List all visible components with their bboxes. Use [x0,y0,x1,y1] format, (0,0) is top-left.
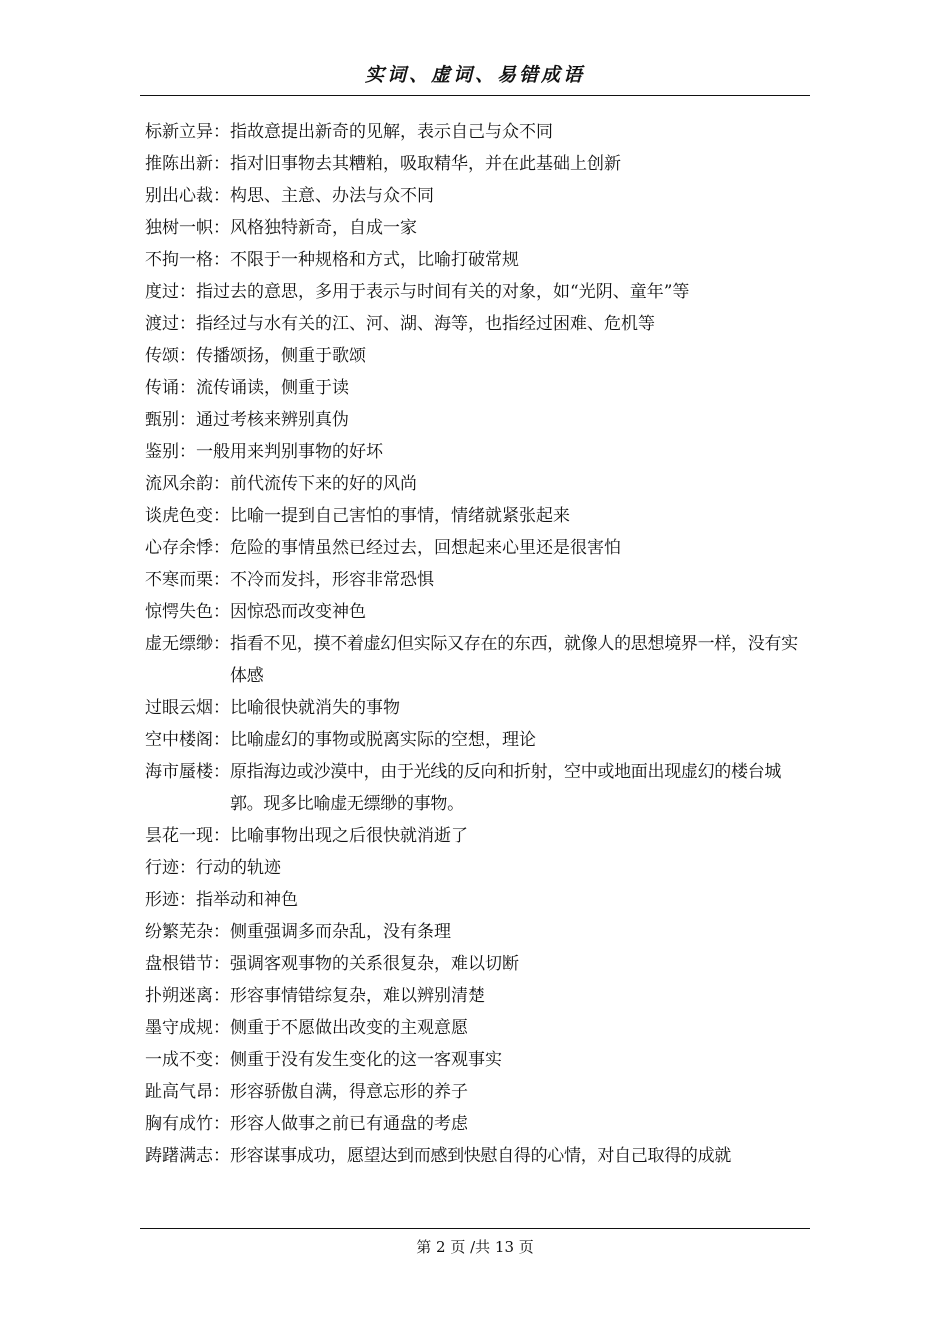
page-title: 实词、虚词、易错成语 [364,64,585,86]
list-item [145,1044,810,1076]
list-item [145,884,810,916]
entry-definition: 传播颂扬，侧重于歌颂 [196,346,366,366]
entry-definition: 形容事情错综复杂，难以辨别清楚 [230,986,485,1006]
entry-definition: 比喻很快就消失的事物 [230,698,400,718]
list-item [145,404,810,436]
footer-divider [140,1228,810,1229]
list-item [145,340,810,372]
entry-definition: 形容骄傲自满，得意忘形的养子 [230,1082,468,1102]
list-item [145,916,810,948]
entry-definition: 构思、主意、办法与众不同 [230,186,434,206]
list-item [145,756,810,820]
entry-definition: 侧重于不愿做出改变的主观意愿 [230,1018,468,1038]
entry-definition: 比喻一提到自己害怕的事情，情绪就紧张起来 [230,506,570,526]
list-item [145,1140,810,1172]
entry-term: 扑朔迷离： [145,986,230,1006]
entry-term: 标新立异： [145,122,230,142]
list-item [145,820,810,852]
list-item [145,692,810,724]
entry-definition: 指经过与水有关的江、河、湖、海等，也指经过困难、危机等 [196,314,655,334]
list-item [145,596,810,628]
entry-definition: 风格独特新奇，自成一家 [230,218,417,238]
list-item [145,276,810,308]
entry-term: 心存余悸： [145,538,230,558]
entry-definition: 指过去的意思，多用于表示与时间有关的对象，如“光阴、童年”等 [196,282,690,302]
list-item [145,212,810,244]
list-item [145,628,810,692]
list-item [145,116,810,148]
entry-term: 惊愕失色： [145,602,230,622]
entry-term: 不拘一格： [145,250,230,270]
entry-term: 谈虎色变： [145,506,230,526]
entry-term: 过眼云烟： [145,698,230,718]
entry-definition: 指看不见，摸不着虚幻但实际又存在的东西，就像人的思想境界一样，没有实体感 [230,634,798,686]
list-item [145,1108,810,1140]
list-item [145,148,810,180]
entry-term: 行迹： [145,858,196,878]
list-item [145,852,810,884]
entry-definition: 形容人做事之前已有通盘的考虑 [230,1114,468,1134]
entry-definition: 比喻事物出现之后很快就消逝了 [230,826,468,846]
entry-term: 传诵： [145,378,196,398]
list-item [145,948,810,980]
entry-term: 传颂： [145,346,196,366]
entry-term: 空中楼阁： [145,730,230,750]
entry-term: 鉴别： [145,442,196,462]
entry-term: 流风余韵： [145,474,230,494]
entry-term: 墨守成规： [145,1018,230,1038]
entry-term: 昙花一现： [145,826,230,846]
entry-list [145,116,810,1172]
list-item [145,436,810,468]
entry-term: 甄别： [145,410,196,430]
entry-term: 趾高气昂： [145,1082,230,1102]
entry-definition: 不限于一种规格和方式，比喻打破常规 [230,250,519,270]
entry-definition: 因惊恐而改变神色 [230,602,366,622]
list-item [145,532,810,564]
entry-term: 不寒而栗： [145,570,230,590]
entry-term: 盘根错节： [145,954,230,974]
entry-definition: 侧重强调多而杂乱，没有条理 [230,922,451,942]
entry-definition: 行动的轨迹 [196,858,281,878]
entry-term: 推陈出新： [145,154,230,174]
page-number: 第 2 页 /共 13 页 [416,1238,534,1256]
list-item [145,180,810,212]
list-item [145,980,810,1012]
entry-term: 独树一帜： [145,218,230,238]
entry-term: 踌躇满志： [145,1146,230,1166]
list-item [145,1012,810,1044]
entry-definition: 形容谋事成功，愿望达到而感到快慰自得的心情，对自己取得的成就 [230,1146,731,1166]
entry-definition: 通过考核来辨别真伪 [196,410,349,430]
list-item [145,724,810,756]
entry-term: 胸有成竹： [145,1114,230,1134]
entry-term: 一成不变： [145,1050,230,1070]
list-item [145,372,810,404]
entry-definition: 指对旧事物去其糟粕，吸取精华，并在此基础上创新 [230,154,621,174]
entry-definition: 危险的事情虽然已经过去，回想起来心里还是很害怕 [230,538,621,558]
entry-definition: 指故意提出新奇的见解，表示自己与众不同 [230,122,553,142]
page-header [140,56,810,96]
entry-term: 纷繁芜杂： [145,922,230,942]
list-item [145,1076,810,1108]
entry-term: 别出心裁： [145,186,230,206]
entry-definition: 前代流传下来的好的风尚 [230,474,417,494]
list-item [145,244,810,276]
entry-definition: 比喻虚幻的事物或脱离实际的空想，理论 [230,730,536,750]
entry-term: 度过： [145,282,196,302]
entry-definition: 强调客观事物的关系很复杂，难以切断 [230,954,519,974]
entry-definition: 不冷而发抖，形容非常恐惧 [230,570,434,590]
entry-definition: 原指海边或沙漠中，由于光线的反向和折射，空中或地面出现虚幻的楼台城郭。现多比喻虚无缥缈的事物。 [230,762,782,814]
entry-term: 形迹： [145,890,196,910]
entry-definition: 一般用来判别事物的好坏 [196,442,383,462]
list-item [145,500,810,532]
list-item [145,308,810,340]
entry-term: 虚无缥缈： [145,634,230,654]
entry-definition: 侧重于没有发生变化的这一客观事实 [230,1050,502,1070]
entry-term: 海市蜃楼： [145,762,230,782]
list-item [145,468,810,500]
entry-definition: 指举动和神色 [196,890,298,910]
list-item [145,564,810,596]
entry-term: 渡过： [145,314,196,334]
entry-definition: 流传诵读，侧重于读 [196,378,349,398]
